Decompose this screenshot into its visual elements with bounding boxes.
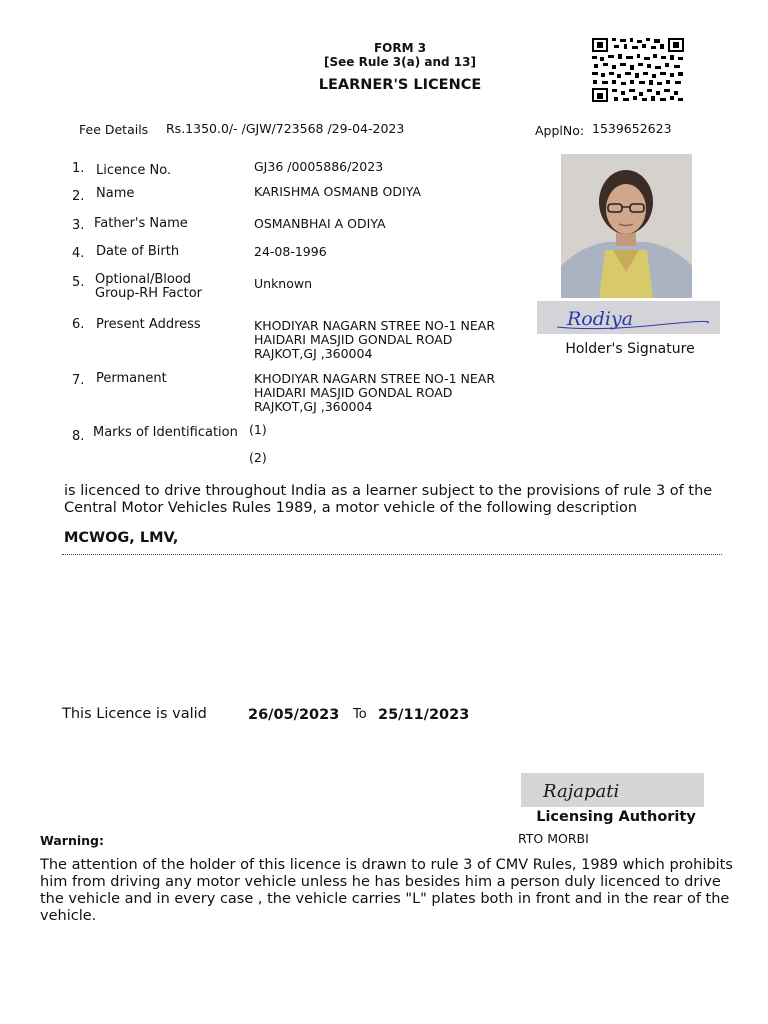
permanent-address-label: Permanent (96, 371, 167, 386)
present-address-line: KHODIYAR NAGARN STREE NO-1 NEAR (254, 318, 496, 333)
validity-from-date: 26/05/2023 (248, 707, 340, 723)
licence-no-label: Licence No. (96, 163, 172, 178)
form-number: FORM 3 (373, 41, 427, 55)
name-label: Name (96, 186, 135, 201)
application-number-value: 1539652623 (592, 121, 672, 136)
permanent-address-line: RAJKOT,GJ ,360004 (254, 399, 373, 414)
identification-mark-1: (1) (249, 422, 267, 437)
permanent-address-line: KHODIYAR NAGARN STREE NO-1 NEAR (254, 371, 496, 386)
field-number: 2. (72, 189, 85, 204)
holder-photo (561, 154, 692, 298)
date-of-birth-label: Date of Birth (96, 244, 180, 259)
vehicle-classes: MCWOG, LMV, (64, 530, 179, 546)
dotted-divider (62, 554, 722, 555)
blood-group-label-line2: Group-RH Factor (95, 286, 203, 301)
licence-description: is licenced to drive throughout India as a learner subject to the provisions of rule 3 of the Central Motor Vehicles Rules 1989, a motor vehicle of the following description (64, 483, 713, 516)
name-value: KARISHMA OSMANB ODIYA (254, 184, 421, 199)
fee-details-value: Rs.1350.0/- /GJW/723568 /29-04-2023 (166, 121, 405, 136)
rule-reference: [See Rule 3(a) and 13] (324, 55, 476, 69)
licensing-authority-office: RTO MORBI (518, 831, 589, 846)
warning-text: The attention of the holder of this licence is drawn to rule 3 of CMV Rules, 1989 which prohibits him from driving any motor vehicle unless he has besides him a person duly licenced to drive the vehicle and in every case , the vehicle carries "L" plates both in front and in the rear of the vehicle. (40, 857, 733, 924)
authority-signature-text: Rajapati (543, 781, 620, 802)
holder-signature-image (537, 301, 720, 334)
blood-group-value: Unknown (254, 276, 313, 291)
fathers-name-value: OSMANBHAI A ODIYA (254, 216, 386, 231)
application-number-label: ApplNo: (535, 123, 585, 138)
holder-signature-text: Rodiya (567, 308, 634, 330)
identification-mark-2: (2) (249, 450, 267, 465)
field-number: 4. (72, 246, 85, 261)
qr-code (590, 36, 686, 104)
blood-group-label-line1: Optional/Blood (95, 272, 192, 287)
identification-marks-label: Marks of Identification (93, 425, 238, 440)
fee-details-label: Fee Details (79, 122, 149, 137)
authority-signature-image (521, 773, 704, 807)
permanent-address-line: HAIDARI MASJID GONDAL ROAD (254, 385, 453, 400)
validity-to-date: 25/11/2023 (378, 707, 470, 723)
field-number: 5. (72, 275, 85, 290)
present-address-line: RAJKOT,GJ ,360004 (254, 346, 373, 361)
date-of-birth-value: 24-08-1996 (254, 244, 327, 259)
validity-label: This Licence is valid (62, 706, 207, 722)
licensing-authority-title: Licensing Authority (536, 809, 696, 825)
field-number: 3. (72, 218, 85, 233)
field-number: 7. (72, 373, 85, 388)
present-address-line: HAIDARI MASJID GONDAL ROAD (254, 332, 453, 347)
document-title: LEARNER'S LICENCE (318, 77, 482, 93)
licence-no-value: GJ36 /0005886/2023 (254, 159, 384, 174)
fathers-name-label: Father's Name (94, 216, 188, 231)
warning-label: Warning: (40, 833, 104, 848)
field-number: 6. (72, 317, 85, 332)
holder-signature-caption: Holder's Signature (565, 341, 695, 357)
present-address-label: Present Address (96, 317, 201, 332)
field-number: 8. (72, 429, 85, 444)
validity-to-word: To (353, 707, 367, 722)
field-number: 1. (72, 161, 85, 176)
